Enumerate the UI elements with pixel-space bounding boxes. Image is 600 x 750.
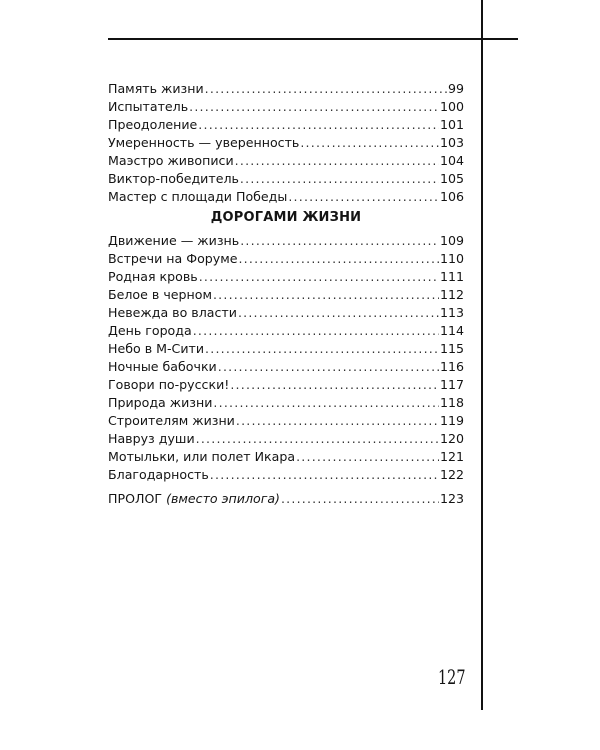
toc-entry [108,152,464,170]
toc-entry-page: 116 [439,359,464,374]
dot-leader [205,340,439,358]
toc-entry [108,268,464,286]
toc-entry [108,116,464,134]
dot-leader [288,188,439,206]
toc-entry-title: Движение — жизнь [108,233,240,248]
toc-entry-page: 118 [439,395,464,410]
toc-entry-title: Говори по-русски! [108,377,230,392]
toc-entry-page: 106 [439,189,464,204]
dot-leader [235,152,439,170]
toc-entry-page: 99 [447,81,464,96]
toc-entry-page: 121 [439,449,464,464]
prologue-subtitle: (вместо эпилога) [166,491,280,506]
toc-entry [108,188,464,206]
toc-entry [108,394,464,412]
dot-leader [193,322,439,340]
toc-entry-title: Ночные бабочки [108,359,217,374]
toc-entry-title [108,490,280,508]
toc-entry [108,322,464,340]
toc-entry-title: Память жизни [108,81,204,96]
toc-entry [108,250,464,268]
dot-leader [199,268,439,286]
toc-entry [108,80,464,98]
toc-entry-page: 112 [439,287,464,302]
toc-entry-page: 105 [439,171,464,186]
toc-entry [108,466,464,484]
dot-leader [198,116,439,134]
toc-entry [108,448,464,466]
toc-entry-page: 114 [439,323,464,338]
toc-entry [108,134,464,152]
toc-entry-title: День города [108,323,192,338]
dot-leader [213,394,439,412]
toc-entry-page: 100 [439,99,464,114]
toc-entry-page: 119 [439,413,464,428]
toc-entry [108,340,464,358]
dot-leader [238,250,438,268]
toc-entry-title: Строителям жизни [108,413,235,428]
toc-entry [108,358,464,376]
toc-entry-page: 109 [439,233,464,248]
dot-leader [281,490,439,508]
toc-entry [108,412,464,430]
dot-leader [210,466,439,484]
section-heading: ДОРОГАМИ ЖИЗНИ [210,210,362,225]
toc-entry-title: Благодарность [108,467,209,482]
toc-entry-page: 104 [439,153,464,168]
toc-entry [108,430,464,448]
dot-leader [300,134,439,152]
toc-entry [108,304,464,322]
prologue-title: ПРОЛОГ [108,491,163,506]
dot-leader [296,448,439,466]
toc-entry [108,232,464,250]
toc-entry-title: Встречи на Форуме [108,251,238,266]
toc-entry-title: Мотыльки, или полет Икара [108,449,296,464]
top-rule [108,38,518,40]
toc-entry-page: 120 [439,431,464,446]
dot-leader [240,170,439,188]
toc-entry-title: Белое в черном [108,287,212,302]
toc-entry [108,170,464,188]
toc-entry-page: 115 [439,341,464,356]
toc-entry-title: Природа жизни [108,395,213,410]
toc-entry-page: 113 [439,305,464,320]
toc-entry-title: Родная кровь [108,269,198,284]
dot-leader [213,286,439,304]
dot-leader [189,98,439,116]
toc-entry-title: Виктор-победитель [108,171,239,186]
toc-entry-page: 111 [439,269,464,284]
dot-leader [196,430,439,448]
dot-leader [236,412,439,430]
toc-entry [108,376,464,394]
toc-entry-page: 123 [439,491,464,506]
toc-entry [108,98,464,116]
toc-entry-title: Маэстро живописи [108,153,234,168]
toc-entry-title: Небо в М-Сити [108,341,205,356]
toc-entry-page: 101 [439,117,464,132]
toc-entry-title: Невежда во власти [108,305,237,320]
toc-entry-title: Преодоление [108,117,198,132]
toc-entry-title: Навруз души [108,431,195,446]
dot-leader [230,376,439,394]
dot-leader [205,80,447,98]
dot-leader [240,232,439,250]
right-rule [481,0,483,710]
toc-entry-page: 117 [439,377,464,392]
toc-entry-title: Мастер с площади Победы [108,189,288,204]
toc-entry [108,286,464,304]
toc-entry-page: 103 [439,135,464,150]
dot-leader [218,358,439,376]
toc-entry-title: Испытатель [108,99,189,114]
toc-entry-prologue [108,490,464,508]
toc-entry-title: Умеренность — уверенность [108,135,300,150]
toc-entry-page: 110 [439,251,464,266]
dot-leader [238,304,439,322]
toc-entry-page: 122 [439,467,464,482]
page-number: 127 [438,665,466,689]
